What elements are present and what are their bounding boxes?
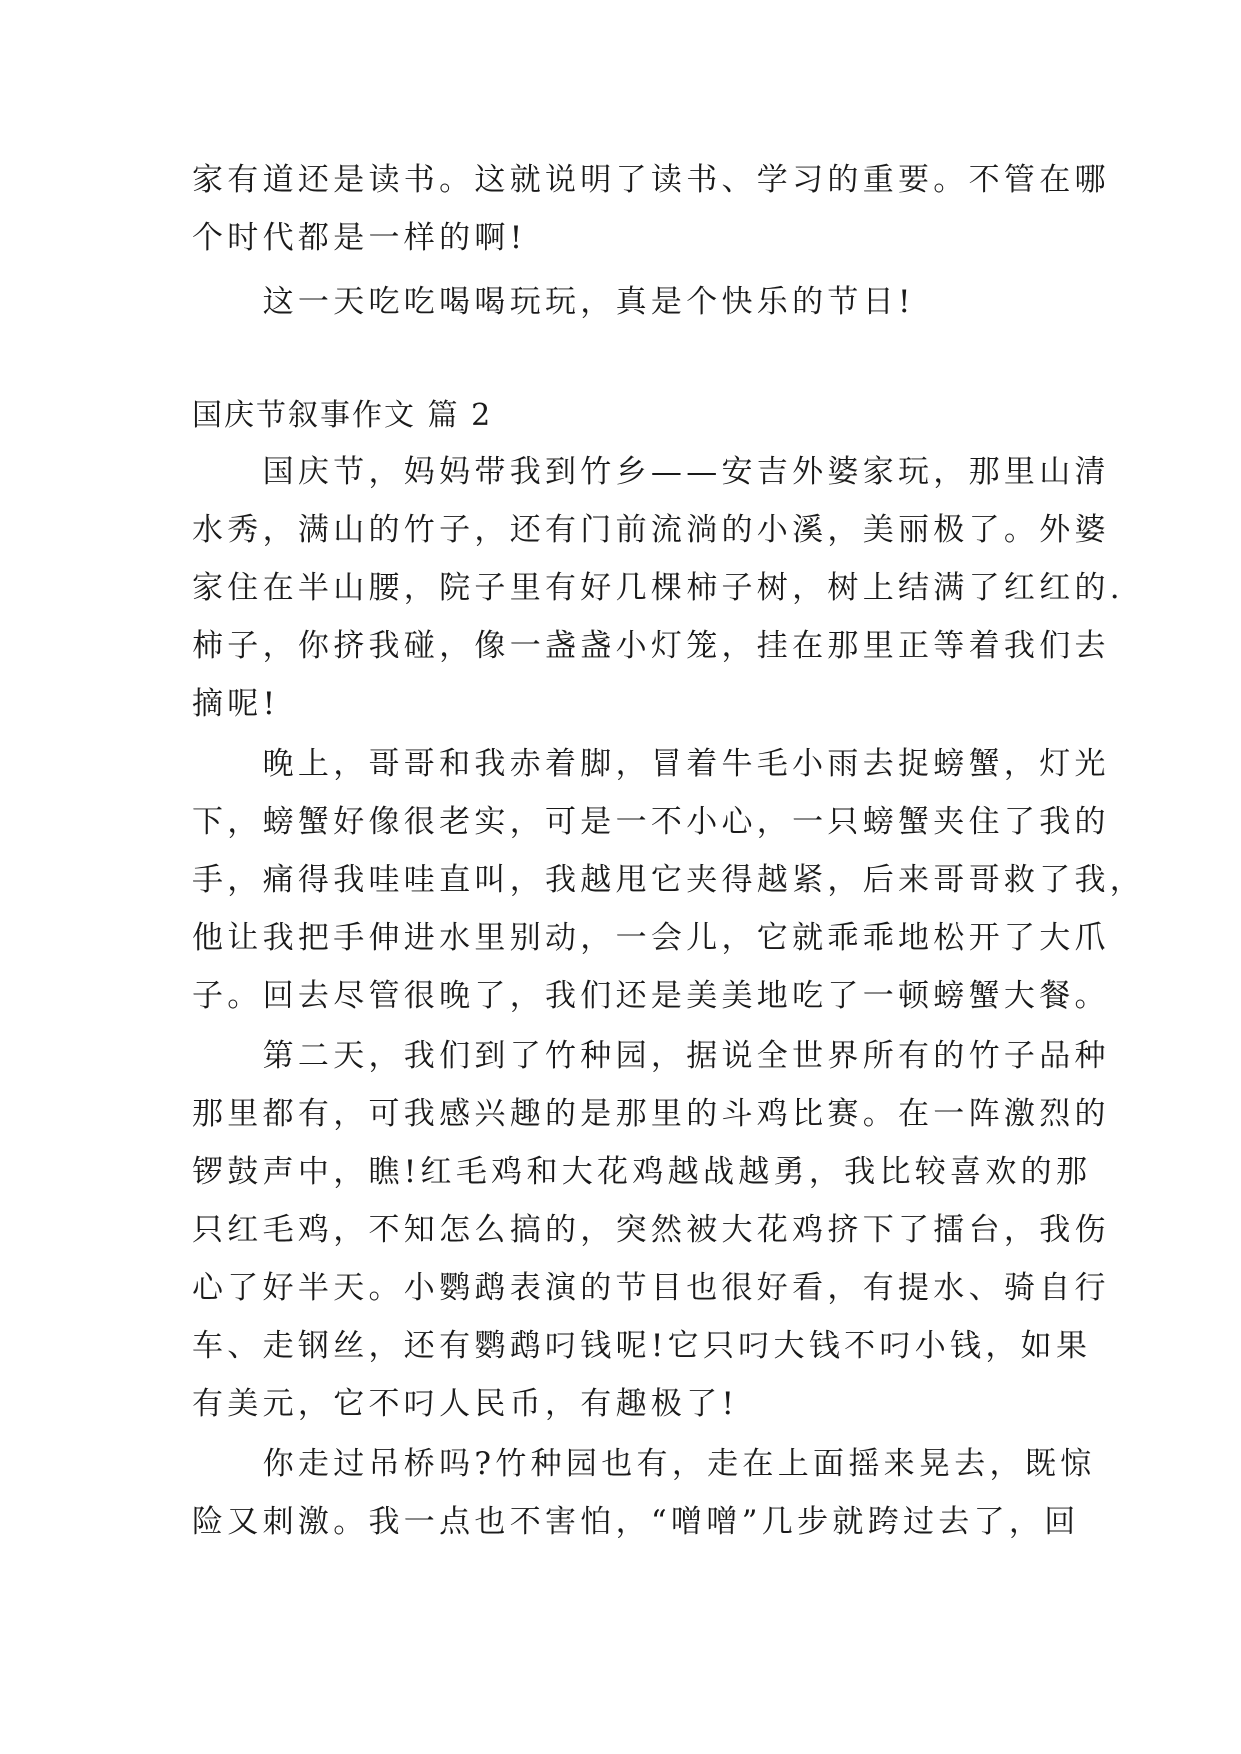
paragraph-line: 你走过吊桥吗?竹种园也有，走在上面摇来晃去，既惊 <box>192 1446 1096 1482</box>
paragraph-line: 车、走钢丝，还有鹦鹉叼钱呢!它只叼大钱不叼小钱，如果 <box>192 1328 1092 1364</box>
paragraph-line: 个时代都是一样的啊! <box>192 220 527 256</box>
paragraph-line: 下，螃蟹好像很老实，可是一不小心，一只螃蟹夹住了我的 <box>192 804 1110 840</box>
paragraph-line: 险又刺激。我一点也不害怕，“噌噌”几步就跨过去了，回 <box>192 1504 1080 1540</box>
paragraph-line: 摘呢! <box>192 686 280 722</box>
paragraph-line: 有美元，它不叼人民币，有趣极了! <box>192 1386 739 1422</box>
paragraph-line: 水秀，满山的竹子，还有门前流淌的小溪，美丽极了。外婆 <box>192 512 1110 548</box>
paragraph-line: 心了好半天。小鹦鹉表演的节目也很好看，有提水、骑自行 <box>192 1270 1110 1306</box>
paragraph-line: 柿子，你挤我碰，像一盏盏小灯笼，挂在那里正等着我们去 <box>192 628 1110 664</box>
paragraph-line: 子。回去尽管很晚了，我们还是美美地吃了一顿螃蟹大餐。 <box>192 978 1110 1014</box>
paragraph-line: 这一天吃吃喝喝玩玩，真是个快乐的节日! <box>192 284 915 320</box>
paragraph-line: 那里都有，可我感兴趣的是那里的斗鸡比赛。在一阵激烈的 <box>192 1096 1110 1132</box>
paragraph-line: 家住在半山腰，院子里有好几棵柿子树，树上结满了红红的. <box>192 570 1124 606</box>
paragraph-line: 他让我把手伸进水里别动，一会儿，它就乖乖地松开了大爪 <box>192 920 1110 956</box>
paragraph-line: 晚上，哥哥和我赤着脚，冒着牛毛小雨去捉螃蟹，灯光 <box>192 746 1110 782</box>
paragraph-line: 只红毛鸡，不知怎么搞的，突然被大花鸡挤下了擂台，我伤 <box>192 1212 1110 1248</box>
paragraph-line: 锣鼓声中，瞧!红毛鸡和大花鸡越战越勇，我比较喜欢的那 <box>192 1154 1092 1190</box>
paragraph-line: 第二天，我们到了竹种园，据说全世界所有的竹子品种 <box>192 1038 1110 1074</box>
section-heading: 国庆节叙事作文 篇 2 <box>192 398 493 433</box>
paragraph-line: 手，痛得我哇哇直叫，我越甩它夹得越紧，后来哥哥救了我， <box>192 862 1146 898</box>
paragraph-line: 家有道还是读书。这就说明了读书、学习的重要。不管在哪 <box>192 162 1110 198</box>
paragraph-line: 国庆节，妈妈带我到竹乡——安吉外婆家玩，那里山清 <box>192 454 1110 490</box>
